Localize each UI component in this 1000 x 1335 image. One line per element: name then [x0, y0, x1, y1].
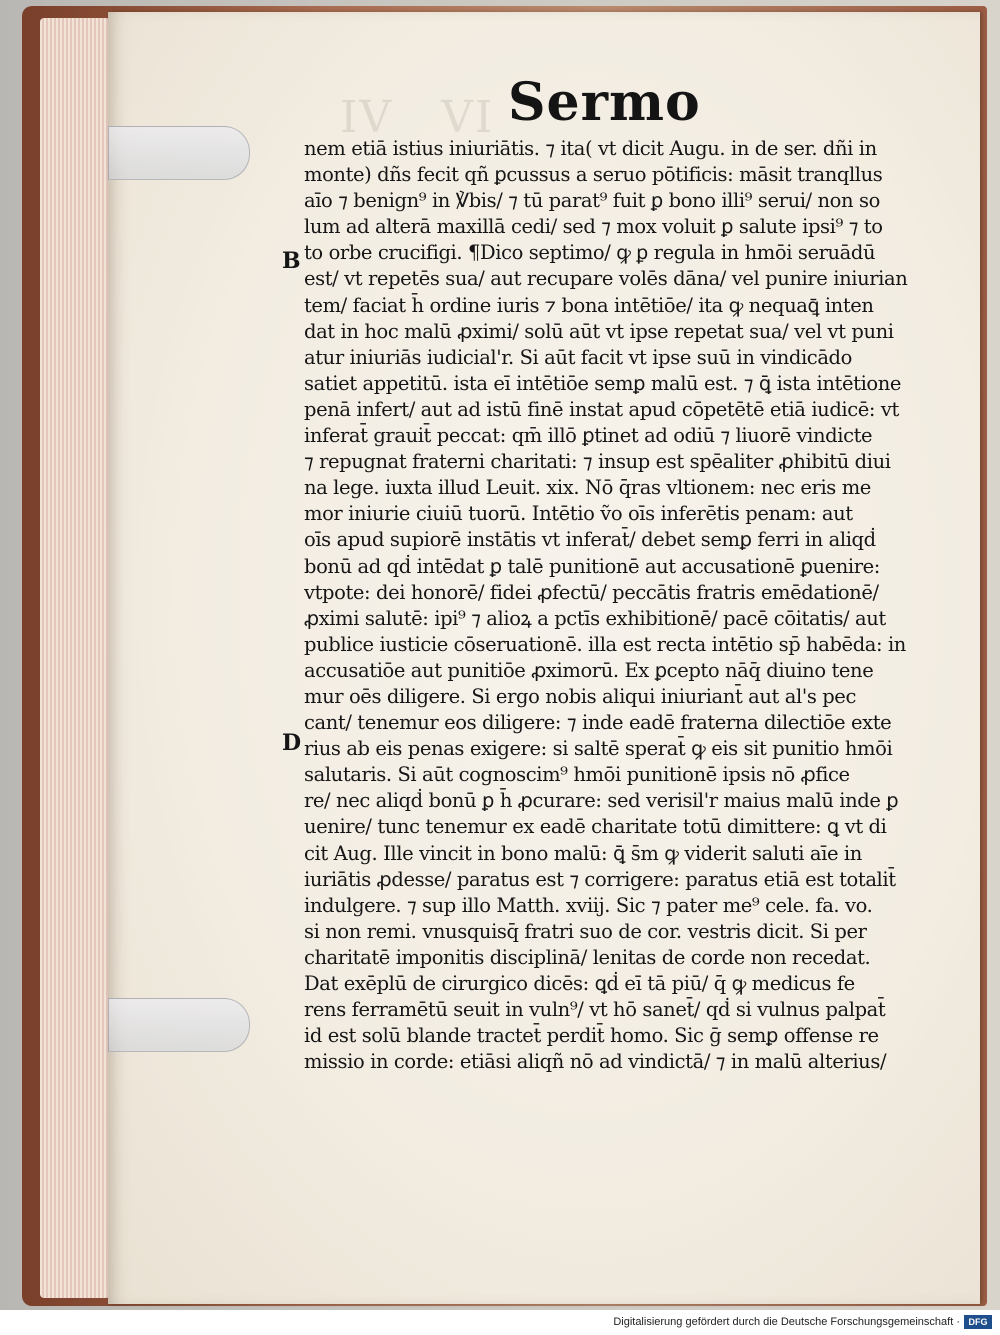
text-line: satiet appetitū. ista eī intētiōe semꝑ malū est. ⁊ ꝗ̄ ista intētione	[304, 371, 902, 395]
dfg-logo: DFG	[964, 1315, 992, 1329]
marginal-letter: D	[282, 730, 302, 756]
text-line: dat in hoc malū ꝓximi/ solū aūt vt ipse repetat sua/ vel vt puni	[304, 319, 894, 343]
text-line: aīo ⁊ benign⁹ in ℣bis/ ⁊ tū parat⁹ fuit ꝑ bono illi⁹ serui/ non so	[304, 189, 880, 213]
running-head: Sermo	[508, 72, 701, 133]
text-line: na lege. iuxta illud Leuit. xix. Nō q̄ras vltionem: nec eris me	[304, 476, 871, 500]
text-line: cit Aug. Ille vincit in bono malū: ꝗ̄ s̄m ꝙ viderit saluti aīe in	[304, 841, 862, 865]
text-line: publice iusticie cōseruationē. illa est recta intētio sp̄ habēda: in	[304, 632, 906, 656]
text-line: oīs apud supiorē instātis vt inferat̄/ debet semꝑ ferri in aliqḋ	[304, 528, 876, 552]
text-line: lum ad alterā maxillā cedi/ sed ⁊ mox voluit ꝑ salute ipsi⁹ ⁊ to	[304, 215, 883, 239]
footer-credit: Digitalisierung gefördert durch die Deutsche Forschungsgemeinschaft ·	[613, 1316, 960, 1328]
text-line: monte) dñs fecit qñ ꝑcussus a seruo pōtificis: māsit tranqllus	[304, 163, 883, 187]
text-line: re/ nec aliqḋ bonū ꝑ h̄ ꝓcurare: sed verisil'r maius malū inde ꝑ	[304, 789, 899, 813]
text-line: salutaris. Si aūt cognoscim⁹ hmōi punitionē ipsis nō ꝓfice	[304, 763, 850, 787]
text-line: id est solū blande tractet̄ perdit̄ homo. Sic ḡ semꝑ offense re	[304, 1024, 879, 1048]
footer-bar	[0, 1310, 1000, 1335]
text-line: uenire/ tunc tenemur ex eadē charitate totū dimittere: ꝗ vt di	[304, 815, 887, 839]
text-line: mor iniurie ciuiū tuorū. Intētio ṽo oīs inferētis penam: aut	[304, 502, 853, 526]
text-line: atur iniuriās iudicial'r. Si aūt facit vt ipse suū in vindicādo	[304, 345, 852, 369]
text-line: vtpote: dei honorē/ fidei ꝓfectū/ peccātis fratris emēdationē/	[304, 580, 879, 604]
text-line: cant/ tenemur eos diligere: ⁊ inde eadē fraterna dilectiōe exte	[304, 711, 892, 735]
text-line: indulgere. ⁊ sup illo Matth. xviij. Sic ⁊ pater me⁹ cele. fa. vo.	[304, 893, 873, 917]
text-line: rius ab eis penas exigere: si saltē sperat̄ ꝙ eis sit punitio hmōi	[304, 737, 893, 761]
book-clamp-top	[108, 126, 250, 180]
text-line: si non remi. vnusquisq̄ fratri suo de cor. vestris dicit. Si per	[304, 919, 867, 943]
text-line: rens ferramētū seuit in vuln⁹/ vt hō sanet̄/ qḋ si vulnus palpat̄	[304, 998, 886, 1022]
text-line: inferat̄ grauit̄ peccat: qm̄ illō ꝑtinet ad odiū ⁊ liuorē vindicte	[304, 424, 873, 448]
page-edges	[40, 18, 110, 1298]
book-clamp-bottom	[108, 998, 250, 1052]
text-line: accusatiōe aut punitiōe ꝓximorū. Ex ꝑcepto nāq̄ diuino tene	[304, 658, 874, 682]
text-line: bonū ad qḋ intēdat ꝑ talē punitionē aut accusationē ꝑuenire:	[304, 554, 880, 578]
text-line: penā infert/ aut ad istū finē instat apud cōpetētē etiā iudicē: vt	[304, 397, 899, 421]
text-line: nem etiā istius iniuriātis. ⁊ ita( vt dicit Augu. in de ser. dñi in	[304, 137, 877, 160]
text-line: iuriātis ꝓdesse/ paratus est ⁊ corrigere: paratus etiā est totalit̄	[304, 867, 896, 891]
text-line: to orbe crucifigi. ¶Dico septimo/ ꝙ ꝑ regula in hmōi seruādū	[304, 241, 876, 265]
text-line: missio in corde: etiāsi aliqñ nō ad vindictā/ ⁊ in malū alterius/	[304, 1050, 887, 1074]
text-line: tem/ faciat h̄ ordine iuris ⁊ bona intētiōe/ ita ꝙ nequaꝗ̄ inten	[304, 293, 874, 317]
text-line: charitatē imponitis disciplinā/ lenitas de corde non recedat.	[304, 945, 871, 969]
text-line: ⁊ repugnat fraterni charitati: ⁊ insup est spēaliter ꝓhibitū diui	[304, 450, 891, 474]
text-line: ꝓximi salutē: ipi⁹ ⁊ alioꝝ a pctīs exhibitionē/ pacē cōitatis/ aut	[304, 606, 886, 630]
text-line: Dat exēplū de cirurgico dicēs: ꝗḋ eī tā piū/ q̄ ꝙ medicus fe	[304, 972, 855, 995]
text-line: mur oēs diligere. Si ergo nobis aliqui iniuriant̄ aut al's pec	[304, 684, 856, 708]
text-column	[304, 136, 916, 1075]
text-line: est/ vt repetēs sua/ aut recupare volēs dāna/ vel punire iniurian	[304, 267, 908, 291]
show-through-ghost: IV VI	[340, 92, 495, 143]
marginal-letter: B	[282, 248, 301, 274]
